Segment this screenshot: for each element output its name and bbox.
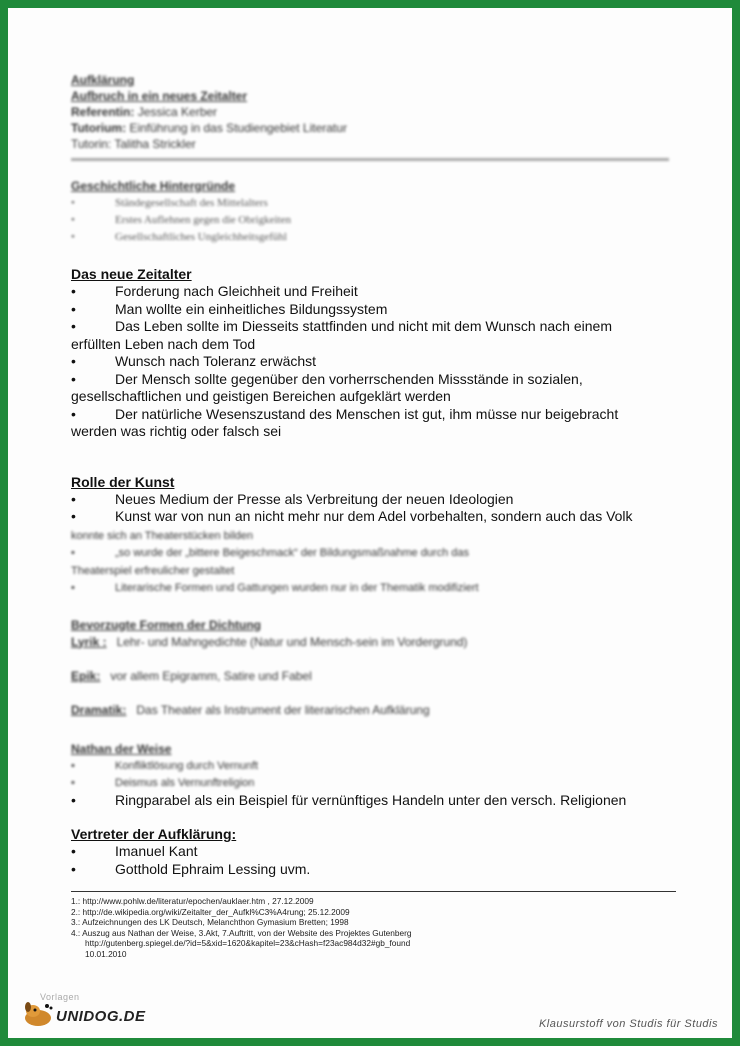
representatives-list bbox=[71, 843, 681, 878]
bullet: • bbox=[71, 300, 76, 317]
header-divider bbox=[71, 158, 669, 161]
list-item: • Ständegesellschaft des Mittelalters bbox=[71, 195, 681, 212]
list-item: • Ringparabel als ein Beispiel für vernünftiges Handeln unter den versch. Religionen bbox=[71, 791, 627, 808]
tutorium-name: Einführung in das Studiengebiet Literatur bbox=[129, 121, 347, 135]
list-item: • Der Mensch sollte gegenüber den vorherrschenden Missstände in sozialen, gesellschaftlichen und geistigen Bereichen aufgeklärt werden bbox=[71, 370, 583, 404]
form-row-epik: Epik: vor allem Epigramm, Satire und Fabel bbox=[71, 668, 312, 683]
footnote: 1.: http://www.pohlw.de/literatur/epochen/auklaer.htm , 27.12.2009 bbox=[71, 896, 314, 906]
bullet: • bbox=[71, 582, 75, 594]
new-era-section bbox=[71, 265, 681, 441]
list-item: • Das Leben sollte im Diesseits stattfinden und nicht mit dem Wunsch nach einem erfüllten Leben nach dem Tod bbox=[71, 318, 612, 352]
logo-tag: Vorlagen bbox=[40, 992, 80, 1002]
list-item: • Gesellschaftliches Ungleichheitsgefühl bbox=[71, 229, 681, 246]
tutorium-line bbox=[71, 120, 681, 136]
tutorium-label: Tutorium: bbox=[71, 121, 127, 135]
bullet: • bbox=[71, 776, 75, 789]
list-item: • Imanuel Kant bbox=[71, 843, 198, 859]
tutor-name: Talitha Strickler bbox=[114, 137, 196, 151]
bullet: • bbox=[71, 283, 76, 299]
representatives-section bbox=[71, 825, 681, 878]
bullet: • bbox=[71, 759, 75, 772]
document-content bbox=[71, 72, 681, 878]
bullet: • bbox=[71, 353, 76, 369]
footnote: 4.: Auszug aus Nathan der Weise, 3.Akt, 7.Auftritt, von der Website des Projektes Gutenberg bbox=[71, 927, 412, 938]
list-item: • Wunsch nach Toleranz erwächst bbox=[71, 353, 317, 369]
footer-tagline: Klausurstoff von Studis für Studis bbox=[538, 1018, 718, 1030]
bullet: • bbox=[71, 318, 76, 334]
background-list bbox=[71, 195, 681, 246]
footnote: http://gutenberg.spiegel.de/?id=5&xid=1620&kapitel=23&cHash=f23ac984d32#gb_found bbox=[85, 938, 411, 948]
list-item: • Erstes Auflehnen gegen die Obrigkeiten bbox=[71, 212, 681, 229]
nathan-list bbox=[71, 758, 681, 810]
list-item: • Man wollte ein einheitliches Bildungssystem bbox=[71, 300, 388, 317]
art-list bbox=[71, 491, 681, 598]
list-item: • Kunst war von nun an nicht mehr nur dem Adel vorbehalten, sondern auch das Volk konnte sich an Theaterstücken bilden bbox=[71, 508, 633, 542]
list-item: • Konfliktlösung durch Vernunft bbox=[71, 758, 681, 775]
presenter-name: Jessica Kerber bbox=[137, 105, 218, 119]
footnotes bbox=[71, 891, 676, 959]
presenter-line bbox=[71, 104, 681, 120]
list-item: • Deismus als Vernunftreligion bbox=[71, 775, 681, 792]
bullet: • bbox=[71, 490, 76, 507]
forms-section bbox=[71, 616, 681, 718]
bullet: • bbox=[71, 405, 76, 422]
bullet: • bbox=[71, 197, 75, 209]
footnote: 2.: http://de.wikipedia.org/wiki/Zeitalter_der_Aufkl%C3%A4rung; 25.12.2009 bbox=[71, 906, 350, 917]
art-section bbox=[71, 473, 681, 598]
tutor-label: Tutorin: bbox=[71, 137, 112, 151]
form-row-dramatik: Dramatik: Das Theater als Instrument der literarischen Aufklärung bbox=[71, 702, 430, 717]
bullet: • bbox=[71, 370, 76, 387]
dog-icon bbox=[22, 1000, 54, 1028]
bullet: • bbox=[71, 508, 76, 524]
background-heading: Geschichtliche Hintergründe bbox=[71, 179, 236, 193]
list-item: • Literarische Formen und Gattungen wurden nur in der Thematik modifiziert bbox=[71, 580, 681, 598]
bullet: • bbox=[71, 791, 76, 808]
document-header bbox=[71, 72, 681, 161]
list-item: • Gotthold Ephraim Lessing uvm. bbox=[71, 860, 311, 877]
doc-title: Aufklärung bbox=[71, 73, 135, 87]
bullet: • bbox=[71, 214, 75, 226]
background-section bbox=[71, 177, 681, 246]
list-item: • „so wurde der „bittere Beigeschmack“ der Bildungsmaßnahme durch das Theaterspiel erfreulicher gestaltet bbox=[71, 547, 469, 577]
presenter-label: Referentin: bbox=[71, 105, 135, 119]
doc-subtitle: Aufbruch in ein neues Zeitalter bbox=[71, 89, 248, 103]
art-heading: Rolle der Kunst bbox=[71, 473, 175, 490]
unidog-logo bbox=[22, 990, 162, 1030]
list-item: • Forderung nach Gleichheit und Freiheit bbox=[71, 283, 358, 299]
new-era-list bbox=[71, 283, 681, 441]
bullet: • bbox=[71, 860, 76, 877]
nathan-heading: Nathan der Weise bbox=[71, 741, 172, 756]
representatives-heading: Vertreter der Aufklärung: bbox=[71, 826, 237, 842]
bullet: • bbox=[71, 231, 75, 243]
bullet: • bbox=[71, 547, 75, 559]
list-item: • Neues Medium der Presse als Verbreitung der neuen Ideologien bbox=[71, 490, 514, 507]
logo-name: UNIDOG.DE bbox=[56, 1008, 146, 1025]
list-item: • Der natürliche Wesenszustand des Menschen ist gut, ihm müsse nur beigebracht werden was richtig oder falsch sei bbox=[71, 405, 619, 439]
footnote: 10.01.2010 bbox=[85, 948, 127, 959]
tutor-line bbox=[71, 136, 681, 152]
new-era-heading: Das neue Zeitalter bbox=[71, 266, 192, 282]
form-row-lyrik: Lyrik : Lehr- und Mahngedichte (Natur und Mensch-sein im Vordergrund) bbox=[71, 634, 468, 649]
forms-heading: Bevorzugte Formen der Dichtung bbox=[71, 617, 262, 632]
footnote: 3.: Aufzeichnungen des LK Deutsch, Melanchthon Gymasium Bretten; 1998 bbox=[71, 917, 349, 927]
bullet: • bbox=[71, 843, 76, 859]
document-page bbox=[8, 8, 732, 1038]
nathan-section bbox=[71, 740, 681, 810]
